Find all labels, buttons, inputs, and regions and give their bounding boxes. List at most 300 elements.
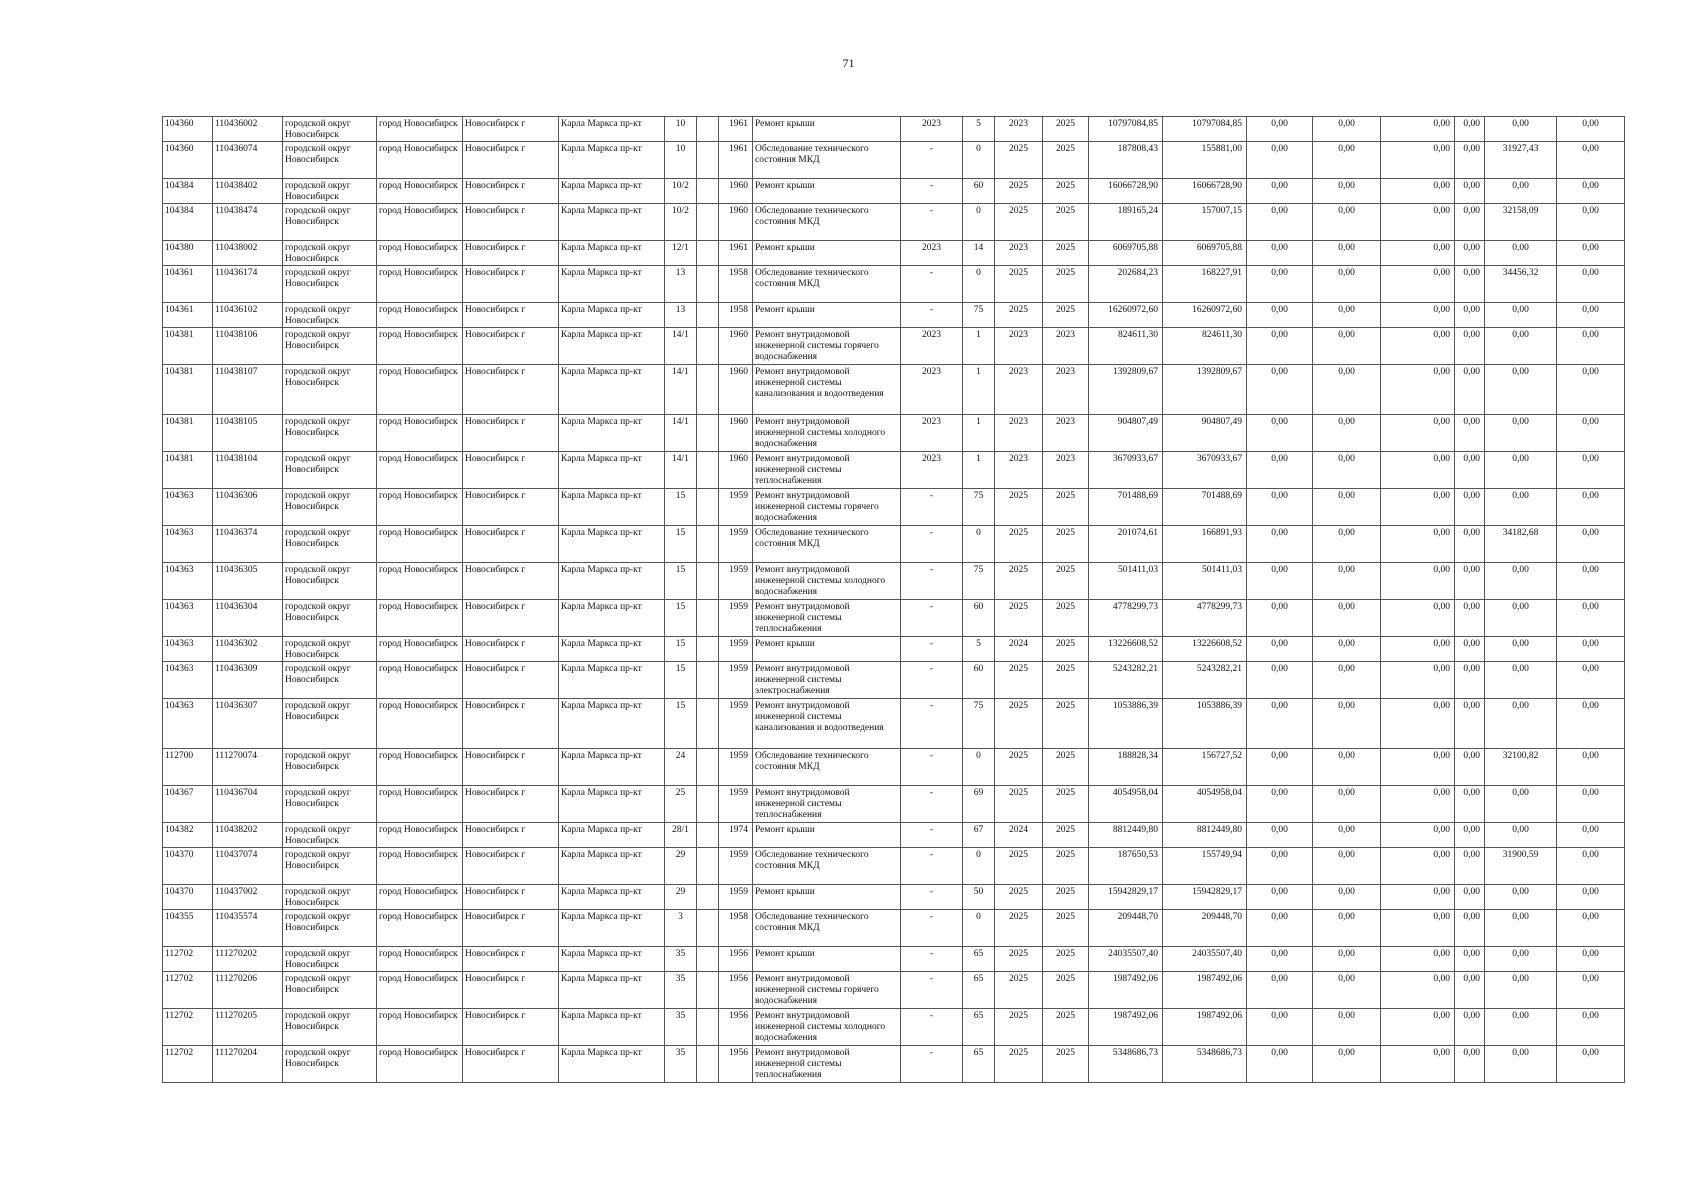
cell-regional-funds: 0,00 <box>1313 848 1381 885</box>
cell-plan-year-end: 2025 <box>1043 823 1089 848</box>
cell-record-id: 110437074 <box>213 848 283 885</box>
cell-municipal-district: городской округ Новосибирск <box>283 749 377 786</box>
cell-street: Карла Маркса пр-кт <box>559 241 665 266</box>
cell-fund-cost: 3670933,67 <box>1163 452 1247 489</box>
cell-municipal-funds: 0,00 <box>1381 848 1455 885</box>
cell-house-code: 104370 <box>163 848 213 885</box>
cell-plan-year-start: 2025 <box>995 600 1043 637</box>
cell-locality: Новосибирск г <box>463 489 559 526</box>
cell-plan-year-end: 2025 <box>1043 303 1089 328</box>
cell-settlement: город Новосибирск <box>377 204 463 241</box>
cell-street: Карла Маркса пр-кт <box>559 885 665 910</box>
cell-extra-funds: 0,00 <box>1557 947 1625 972</box>
table-row <box>163 947 1625 972</box>
table-row <box>163 637 1625 662</box>
cell-federal-funds: 0,00 <box>1247 266 1313 303</box>
cell-fund-cost: 1987492,06 <box>1163 972 1247 1009</box>
cell-plan-year-end: 2025 <box>1043 662 1089 699</box>
cell-house-code: 104363 <box>163 699 213 749</box>
cell-locality: Новосибирск г <box>463 848 559 885</box>
cell-municipal-district: городской округ Новосибирск <box>283 328 377 365</box>
cell-last-repair-year: - <box>901 885 963 910</box>
cell-fund-cost: 904807,49 <box>1163 415 1247 452</box>
cell-regional-funds: 0,00 <box>1313 1046 1381 1083</box>
cell-municipal-district: городской округ Новосибирск <box>283 415 377 452</box>
cell-house-code: 112702 <box>163 972 213 1009</box>
cell-street: Карла Маркса пр-кт <box>559 600 665 637</box>
cell-extra-funds: 0,00 <box>1557 303 1625 328</box>
cell-work-type: Обследование технического состояния МКД <box>753 749 901 786</box>
cell-federal-funds: 0,00 <box>1247 600 1313 637</box>
cell-construction-year: 1956 <box>719 947 753 972</box>
cell-municipal-district: городской округ Новосибирск <box>283 1046 377 1083</box>
cell-plan-year-start: 2025 <box>995 563 1043 600</box>
cell-regional-funds: 0,00 <box>1313 972 1381 1009</box>
cell-settlement: город Новосибирск <box>377 1046 463 1083</box>
cell-municipal-funds: 0,00 <box>1381 947 1455 972</box>
cell-owner-funds: 0,00 <box>1455 241 1485 266</box>
cell-construction-year: 1961 <box>719 142 753 179</box>
cell-street: Карла Маркса пр-кт <box>559 662 665 699</box>
cell-building <box>697 1009 719 1046</box>
cell-locality: Новосибирск г <box>463 303 559 328</box>
cell-construction-year: 1959 <box>719 563 753 600</box>
cell-regional-funds: 0,00 <box>1313 1009 1381 1046</box>
cell-total-cost: 209448,70 <box>1089 910 1163 947</box>
cell-street: Карла Маркса пр-кт <box>559 303 665 328</box>
cell-federal-funds: 0,00 <box>1247 241 1313 266</box>
cell-last-repair-year: 2023 <box>901 241 963 266</box>
cell-house-code: 112702 <box>163 1009 213 1046</box>
cell-municipal-district: городской округ Новосибирск <box>283 885 377 910</box>
cell-last-repair-year: 2023 <box>901 452 963 489</box>
cell-house-number: 24 <box>665 749 697 786</box>
cell-locality: Новосибирск г <box>463 600 559 637</box>
cell-record-id: 110436002 <box>213 117 283 142</box>
cell-house-number: 14/1 <box>665 452 697 489</box>
cell-municipal-district: городской округ Новосибирск <box>283 204 377 241</box>
cell-fund-cost: 24035507,40 <box>1163 947 1247 972</box>
cell-construction-year: 1974 <box>719 823 753 848</box>
cell-locality: Новосибирск г <box>463 699 559 749</box>
cell-municipal-funds: 0,00 <box>1381 415 1455 452</box>
cell-municipal-district: городской округ Новосибирск <box>283 637 377 662</box>
cell-last-repair-year: - <box>901 662 963 699</box>
cell-locality: Новосибирск г <box>463 563 559 600</box>
cell-wear-percent: 0 <box>963 204 995 241</box>
cell-municipal-district: городской округ Новосибирск <box>283 600 377 637</box>
cell-municipal-funds: 0,00 <box>1381 489 1455 526</box>
cell-fund-cost: 6069705,88 <box>1163 241 1247 266</box>
cell-fund-cost: 4778299,73 <box>1163 600 1247 637</box>
cell-record-id: 110438104 <box>213 452 283 489</box>
cell-total-cost: 16260972,60 <box>1089 303 1163 328</box>
cell-building <box>697 266 719 303</box>
cell-municipal-funds: 0,00 <box>1381 328 1455 365</box>
cell-building <box>697 303 719 328</box>
cell-record-id: 110436704 <box>213 786 283 823</box>
cell-building <box>697 600 719 637</box>
cell-fund-cost: 156727,52 <box>1163 749 1247 786</box>
cell-wear-percent: 75 <box>963 303 995 328</box>
cell-municipal-district: городской округ Новосибирск <box>283 526 377 563</box>
cell-locality: Новосибирск г <box>463 972 559 1009</box>
cell-extra-funds: 0,00 <box>1557 563 1625 600</box>
cell-building <box>697 415 719 452</box>
cell-construction-year: 1958 <box>719 303 753 328</box>
cell-street: Карла Маркса пр-кт <box>559 365 665 415</box>
cell-fund-cost: 16066728,90 <box>1163 179 1247 204</box>
cell-building <box>697 699 719 749</box>
cell-record-id: 110438402 <box>213 179 283 204</box>
cell-plan-year-end: 2025 <box>1043 526 1089 563</box>
cell-municipal-funds: 0,00 <box>1381 142 1455 179</box>
cell-federal-funds: 0,00 <box>1247 662 1313 699</box>
cell-house-number: 10 <box>665 117 697 142</box>
cell-settlement: город Новосибирск <box>377 749 463 786</box>
table-row <box>163 786 1625 823</box>
cell-record-id: 110436374 <box>213 526 283 563</box>
cell-last-repair-year: - <box>901 179 963 204</box>
table-row <box>163 179 1625 204</box>
cell-construction-year: 1959 <box>719 749 753 786</box>
cell-wear-percent: 50 <box>963 885 995 910</box>
cell-work-type: Ремонт крыши <box>753 823 901 848</box>
cell-owner-funds: 0,00 <box>1455 662 1485 699</box>
cell-street: Карла Маркса пр-кт <box>559 823 665 848</box>
table-row <box>163 699 1625 749</box>
cell-total-cost: 8812449,80 <box>1089 823 1163 848</box>
cell-wear-percent: 0 <box>963 848 995 885</box>
cell-plan-year-start: 2025 <box>995 526 1043 563</box>
cell-extra-funds: 0,00 <box>1557 885 1625 910</box>
cell-extra-funds: 0,00 <box>1557 600 1625 637</box>
cell-last-repair-year: - <box>901 786 963 823</box>
cell-last-repair-year: - <box>901 823 963 848</box>
cell-work-type: Ремонт внутридомовой инженерной системы горячего водоснабжения <box>753 972 901 1009</box>
cell-plan-year-start: 2023 <box>995 452 1043 489</box>
cell-locality: Новосибирск г <box>463 328 559 365</box>
cell-last-repair-year: - <box>901 266 963 303</box>
cell-building <box>697 563 719 600</box>
cell-municipal-district: городской округ Новосибирск <box>283 303 377 328</box>
cell-wear-percent: 60 <box>963 662 995 699</box>
cell-plan-year-start: 2025 <box>995 786 1043 823</box>
cell-construction-year: 1961 <box>719 117 753 142</box>
cell-municipal-funds: 0,00 <box>1381 637 1455 662</box>
cell-plan-year-start: 2025 <box>995 204 1043 241</box>
cell-construction-year: 1958 <box>719 910 753 947</box>
cell-street: Карла Маркса пр-кт <box>559 563 665 600</box>
cell-plan-year-start: 2023 <box>995 241 1043 266</box>
cell-house-code: 104363 <box>163 662 213 699</box>
cell-other-funds: 0,00 <box>1485 972 1557 1009</box>
table-row <box>163 204 1625 241</box>
cell-municipal-district: городской округ Новосибирск <box>283 848 377 885</box>
cell-federal-funds: 0,00 <box>1247 204 1313 241</box>
cell-fund-cost: 10797084,85 <box>1163 117 1247 142</box>
cell-house-code: 104355 <box>163 910 213 947</box>
cell-building <box>697 452 719 489</box>
cell-owner-funds: 0,00 <box>1455 885 1485 910</box>
cell-fund-cost: 5243282,21 <box>1163 662 1247 699</box>
cell-building <box>697 885 719 910</box>
cell-other-funds: 31900,59 <box>1485 848 1557 885</box>
cell-record-id: 110436174 <box>213 266 283 303</box>
cell-federal-funds: 0,00 <box>1247 1046 1313 1083</box>
cell-settlement: город Новосибирск <box>377 600 463 637</box>
cell-construction-year: 1961 <box>719 241 753 266</box>
table-row <box>163 972 1625 1009</box>
cell-plan-year-end: 2025 <box>1043 142 1089 179</box>
cell-last-repair-year: - <box>901 563 963 600</box>
cell-wear-percent: 0 <box>963 526 995 563</box>
cell-owner-funds: 0,00 <box>1455 142 1485 179</box>
cell-municipal-funds: 0,00 <box>1381 662 1455 699</box>
cell-building <box>697 328 719 365</box>
cell-work-type: Ремонт крыши <box>753 885 901 910</box>
table-row <box>163 526 1625 563</box>
cell-house-number: 14/1 <box>665 365 697 415</box>
cell-settlement: город Новосибирск <box>377 328 463 365</box>
table-row <box>163 303 1625 328</box>
cell-work-type: Ремонт внутридомовой инженерной системы холодного водоснабжения <box>753 563 901 600</box>
cell-owner-funds: 0,00 <box>1455 786 1485 823</box>
cell-work-type: Ремонт внутридомовой инженерной системы канализования и водоотведения <box>753 699 901 749</box>
cell-house-code: 104381 <box>163 365 213 415</box>
cell-owner-funds: 0,00 <box>1455 452 1485 489</box>
cell-wear-percent: 5 <box>963 637 995 662</box>
cell-work-type: Обследование технического состояния МКД <box>753 526 901 563</box>
cell-owner-funds: 0,00 <box>1455 910 1485 947</box>
cell-work-type: Ремонт внутридомовой инженерной системы холодного водоснабжения <box>753 415 901 452</box>
cell-federal-funds: 0,00 <box>1247 885 1313 910</box>
cell-municipal-funds: 0,00 <box>1381 365 1455 415</box>
cell-wear-percent: 75 <box>963 699 995 749</box>
cell-owner-funds: 0,00 <box>1455 117 1485 142</box>
cell-locality: Новосибирск г <box>463 749 559 786</box>
cell-wear-percent: 65 <box>963 947 995 972</box>
cell-federal-funds: 0,00 <box>1247 947 1313 972</box>
cell-fund-cost: 16260972,60 <box>1163 303 1247 328</box>
cell-federal-funds: 0,00 <box>1247 452 1313 489</box>
cell-regional-funds: 0,00 <box>1313 699 1381 749</box>
cell-plan-year-end: 2025 <box>1043 910 1089 947</box>
cell-building <box>697 142 719 179</box>
cell-other-funds: 0,00 <box>1485 823 1557 848</box>
cell-municipal-funds: 0,00 <box>1381 452 1455 489</box>
cell-house-number: 29 <box>665 885 697 910</box>
cell-extra-funds: 0,00 <box>1557 1009 1625 1046</box>
cell-house-code: 104363 <box>163 637 213 662</box>
cell-house-number: 10/2 <box>665 179 697 204</box>
cell-regional-funds: 0,00 <box>1313 947 1381 972</box>
cell-house-number: 14/1 <box>665 415 697 452</box>
cell-plan-year-start: 2025 <box>995 662 1043 699</box>
cell-street: Карла Маркса пр-кт <box>559 947 665 972</box>
cell-total-cost: 1392809,67 <box>1089 365 1163 415</box>
cell-house-number: 3 <box>665 910 697 947</box>
cell-locality: Новосибирск г <box>463 266 559 303</box>
cell-wear-percent: 1 <box>963 452 995 489</box>
cell-work-type: Ремонт крыши <box>753 637 901 662</box>
cell-last-repair-year: 2023 <box>901 365 963 415</box>
cell-wear-percent: 14 <box>963 241 995 266</box>
table-row <box>163 1009 1625 1046</box>
cell-construction-year: 1960 <box>719 365 753 415</box>
cell-other-funds: 0,00 <box>1485 241 1557 266</box>
cell-owner-funds: 0,00 <box>1455 204 1485 241</box>
cell-municipal-district: городской округ Новосибирск <box>283 241 377 266</box>
cell-wear-percent: 0 <box>963 749 995 786</box>
cell-municipal-district: городской округ Новосибирск <box>283 266 377 303</box>
cell-record-id: 110436074 <box>213 142 283 179</box>
cell-total-cost: 24035507,40 <box>1089 947 1163 972</box>
cell-house-code: 112702 <box>163 947 213 972</box>
cell-locality: Новосибирск г <box>463 786 559 823</box>
cell-regional-funds: 0,00 <box>1313 117 1381 142</box>
cell-house-code: 104361 <box>163 266 213 303</box>
cell-construction-year: 1958 <box>719 266 753 303</box>
cell-last-repair-year: - <box>901 1009 963 1046</box>
cell-plan-year-start: 2023 <box>995 415 1043 452</box>
cell-federal-funds: 0,00 <box>1247 415 1313 452</box>
cell-locality: Новосибирск г <box>463 637 559 662</box>
cell-last-repair-year: - <box>901 749 963 786</box>
cell-federal-funds: 0,00 <box>1247 563 1313 600</box>
cell-street: Карла Маркса пр-кт <box>559 179 665 204</box>
cell-work-type: Ремонт внутридомовой инженерной системы теплоснабжения <box>753 786 901 823</box>
cell-house-number: 15 <box>665 526 697 563</box>
cell-municipal-funds: 0,00 <box>1381 117 1455 142</box>
cell-fund-cost: 4054958,04 <box>1163 786 1247 823</box>
cell-wear-percent: 65 <box>963 972 995 1009</box>
cell-record-id: 110438106 <box>213 328 283 365</box>
cell-building <box>697 637 719 662</box>
cell-house-code: 104381 <box>163 415 213 452</box>
cell-locality: Новосибирск г <box>463 910 559 947</box>
cell-municipal-district: городской округ Новосибирск <box>283 563 377 600</box>
cell-work-type: Ремонт крыши <box>753 241 901 266</box>
cell-house-number: 15 <box>665 563 697 600</box>
cell-settlement: город Новосибирск <box>377 699 463 749</box>
cell-regional-funds: 0,00 <box>1313 489 1381 526</box>
cell-extra-funds: 0,00 <box>1557 204 1625 241</box>
cell-owner-funds: 0,00 <box>1455 365 1485 415</box>
cell-street: Карла Маркса пр-кт <box>559 848 665 885</box>
table-row <box>163 365 1625 415</box>
cell-building <box>697 786 719 823</box>
cell-other-funds: 0,00 <box>1485 328 1557 365</box>
cell-other-funds: 0,00 <box>1485 910 1557 947</box>
cell-work-type: Ремонт внутридомовой инженерной системы канализования и водоотведения <box>753 365 901 415</box>
cell-other-funds: 0,00 <box>1485 699 1557 749</box>
cell-house-number: 29 <box>665 848 697 885</box>
cell-owner-funds: 0,00 <box>1455 823 1485 848</box>
cell-house-number: 10 <box>665 142 697 179</box>
cell-regional-funds: 0,00 <box>1313 823 1381 848</box>
cell-construction-year: 1959 <box>719 526 753 563</box>
cell-house-code: 104360 <box>163 142 213 179</box>
cell-house-code: 104381 <box>163 328 213 365</box>
cell-work-type: Ремонт крыши <box>753 947 901 972</box>
cell-federal-funds: 0,00 <box>1247 749 1313 786</box>
table-row <box>163 328 1625 365</box>
cell-other-funds: 0,00 <box>1485 885 1557 910</box>
cell-extra-funds: 0,00 <box>1557 749 1625 786</box>
table-row <box>163 885 1625 910</box>
cell-street: Карла Маркса пр-кт <box>559 972 665 1009</box>
cell-total-cost: 187650,53 <box>1089 848 1163 885</box>
cell-last-repair-year: - <box>901 699 963 749</box>
cell-wear-percent: 60 <box>963 179 995 204</box>
cell-construction-year: 1956 <box>719 1046 753 1083</box>
cell-settlement: город Новосибирск <box>377 179 463 204</box>
cell-settlement: город Новосибирск <box>377 303 463 328</box>
cell-street: Карла Маркса пр-кт <box>559 1009 665 1046</box>
cell-regional-funds: 0,00 <box>1313 637 1381 662</box>
table-row <box>163 848 1625 885</box>
cell-extra-funds: 0,00 <box>1557 526 1625 563</box>
cell-extra-funds: 0,00 <box>1557 415 1625 452</box>
cell-house-number: 13 <box>665 266 697 303</box>
cell-house-number: 15 <box>665 489 697 526</box>
cell-work-type: Ремонт внутридомовой инженерной системы горячего водоснабжения <box>753 328 901 365</box>
cell-fund-cost: 501411,03 <box>1163 563 1247 600</box>
cell-extra-funds: 0,00 <box>1557 365 1625 415</box>
cell-fund-cost: 155749,94 <box>1163 848 1247 885</box>
cell-other-funds: 0,00 <box>1485 786 1557 823</box>
cell-owner-funds: 0,00 <box>1455 266 1485 303</box>
cell-total-cost: 701488,69 <box>1089 489 1163 526</box>
cell-building <box>697 947 719 972</box>
cell-regional-funds: 0,00 <box>1313 142 1381 179</box>
cell-regional-funds: 0,00 <box>1313 328 1381 365</box>
cell-regional-funds: 0,00 <box>1313 910 1381 947</box>
cell-plan-year-start: 2025 <box>995 489 1043 526</box>
cell-work-type: Ремонт внутридомовой инженерной системы электроснабжения <box>753 662 901 699</box>
cell-other-funds: 32158,09 <box>1485 204 1557 241</box>
cell-record-id: 110436102 <box>213 303 283 328</box>
cell-house-number: 12/1 <box>665 241 697 266</box>
cell-plan-year-end: 2023 <box>1043 452 1089 489</box>
cell-plan-year-end: 2025 <box>1043 600 1089 637</box>
cell-settlement: город Новосибирск <box>377 1009 463 1046</box>
cell-wear-percent: 65 <box>963 1046 995 1083</box>
cell-total-cost: 1987492,06 <box>1089 1009 1163 1046</box>
cell-regional-funds: 0,00 <box>1313 415 1381 452</box>
cell-street: Карла Маркса пр-кт <box>559 204 665 241</box>
cell-municipal-district: городской округ Новосибирск <box>283 452 377 489</box>
cell-federal-funds: 0,00 <box>1247 823 1313 848</box>
cell-municipal-funds: 0,00 <box>1381 972 1455 1009</box>
cell-regional-funds: 0,00 <box>1313 786 1381 823</box>
cell-settlement: город Новосибирск <box>377 526 463 563</box>
cell-plan-year-start: 2025 <box>995 749 1043 786</box>
cell-regional-funds: 0,00 <box>1313 749 1381 786</box>
cell-locality: Новосибирск г <box>463 823 559 848</box>
cell-municipal-funds: 0,00 <box>1381 823 1455 848</box>
cell-house-code: 104363 <box>163 526 213 563</box>
cell-total-cost: 4778299,73 <box>1089 600 1163 637</box>
cell-owner-funds: 0,00 <box>1455 1009 1485 1046</box>
cell-building <box>697 972 719 1009</box>
cell-settlement: город Новосибирск <box>377 452 463 489</box>
cell-other-funds: 0,00 <box>1485 452 1557 489</box>
cell-settlement: город Новосибирск <box>377 972 463 1009</box>
capital-repair-table <box>162 116 1625 1083</box>
cell-last-repair-year: - <box>901 142 963 179</box>
